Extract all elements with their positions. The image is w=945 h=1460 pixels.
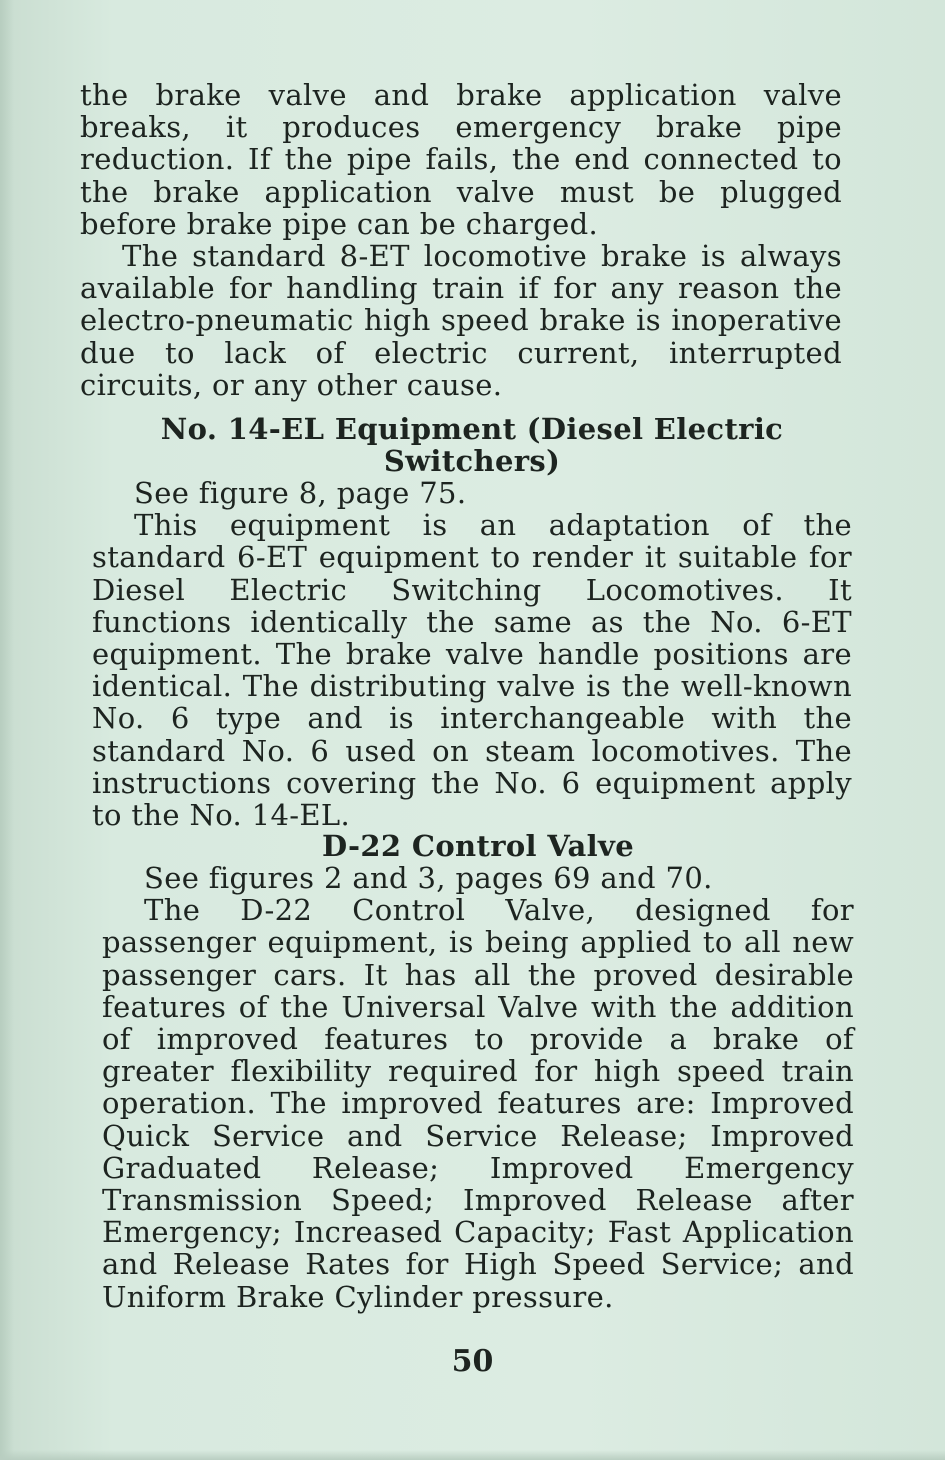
paragraph-see-figure-8: See figure 8, page 75. bbox=[134, 476, 467, 510]
page-bottom-edge bbox=[0, 1450, 945, 1460]
paragraph-brake-application-valve: the brake valve and brake application valve breaks, it produces emergency brake pipe reduction. If the pipe fails, the end connected to the brake application valve must be plugged before brake pipe can be charged. bbox=[80, 78, 842, 241]
paragraph-see-figures-2-3: See figures 2 and 3, pages 69 and 70. bbox=[144, 861, 713, 895]
page-number: 50 bbox=[451, 1344, 494, 1379]
heading-14el-equipment: No. 14-EL Equipment (Diesel Electric Switchers) bbox=[160, 412, 784, 478]
paragraph-8et-brake: The standard 8-ET locomotive brake is always available for handling train if for any reason the electro-pneumatic high speed brake is inoperative due to lack of electric current, interrupted circuits, or any other cause. bbox=[80, 239, 842, 402]
paragraph-14el-description: This equipment is an adaptation of the standard 6-ET equipment to render it suitable for Diesel Electric Switching Locomotives. It functions identically the same as the No. 6-ET equipment. The brake valve handle positions are identical. The distributing valve is the well-known No. 6 type and is interchangeable with the standard No. 6 used on steam locomotives. The instructions covering the No. 6 equipment apply to the No. 14-EL. bbox=[92, 508, 852, 833]
page-left-edge bbox=[0, 0, 14, 1460]
heading-d22-control-valve: D-22 Control Valve bbox=[321, 829, 635, 863]
text-block-14el bbox=[92, 409, 852, 831]
text-block-d22 bbox=[102, 826, 854, 1313]
text-block-top bbox=[80, 79, 842, 401]
paragraph-d22-description: The D-22 Control Valve, designed for passenger equipment, is being applied to all new passenger cars. It has all the proved desirable features of the Universal Valve with the addition of improved features to provide a brake of greater flexibility required for high speed train operation. The improved features are: Improved Quick Service and Service Release; Improved Graduated Release; Improved Emergency Transmission Speed; Improved Release after Emergency; Increased Capacity; Fast Application and Release Rates for High Speed Service; and Uniform Brake Cylinder pressure. bbox=[102, 893, 854, 1314]
